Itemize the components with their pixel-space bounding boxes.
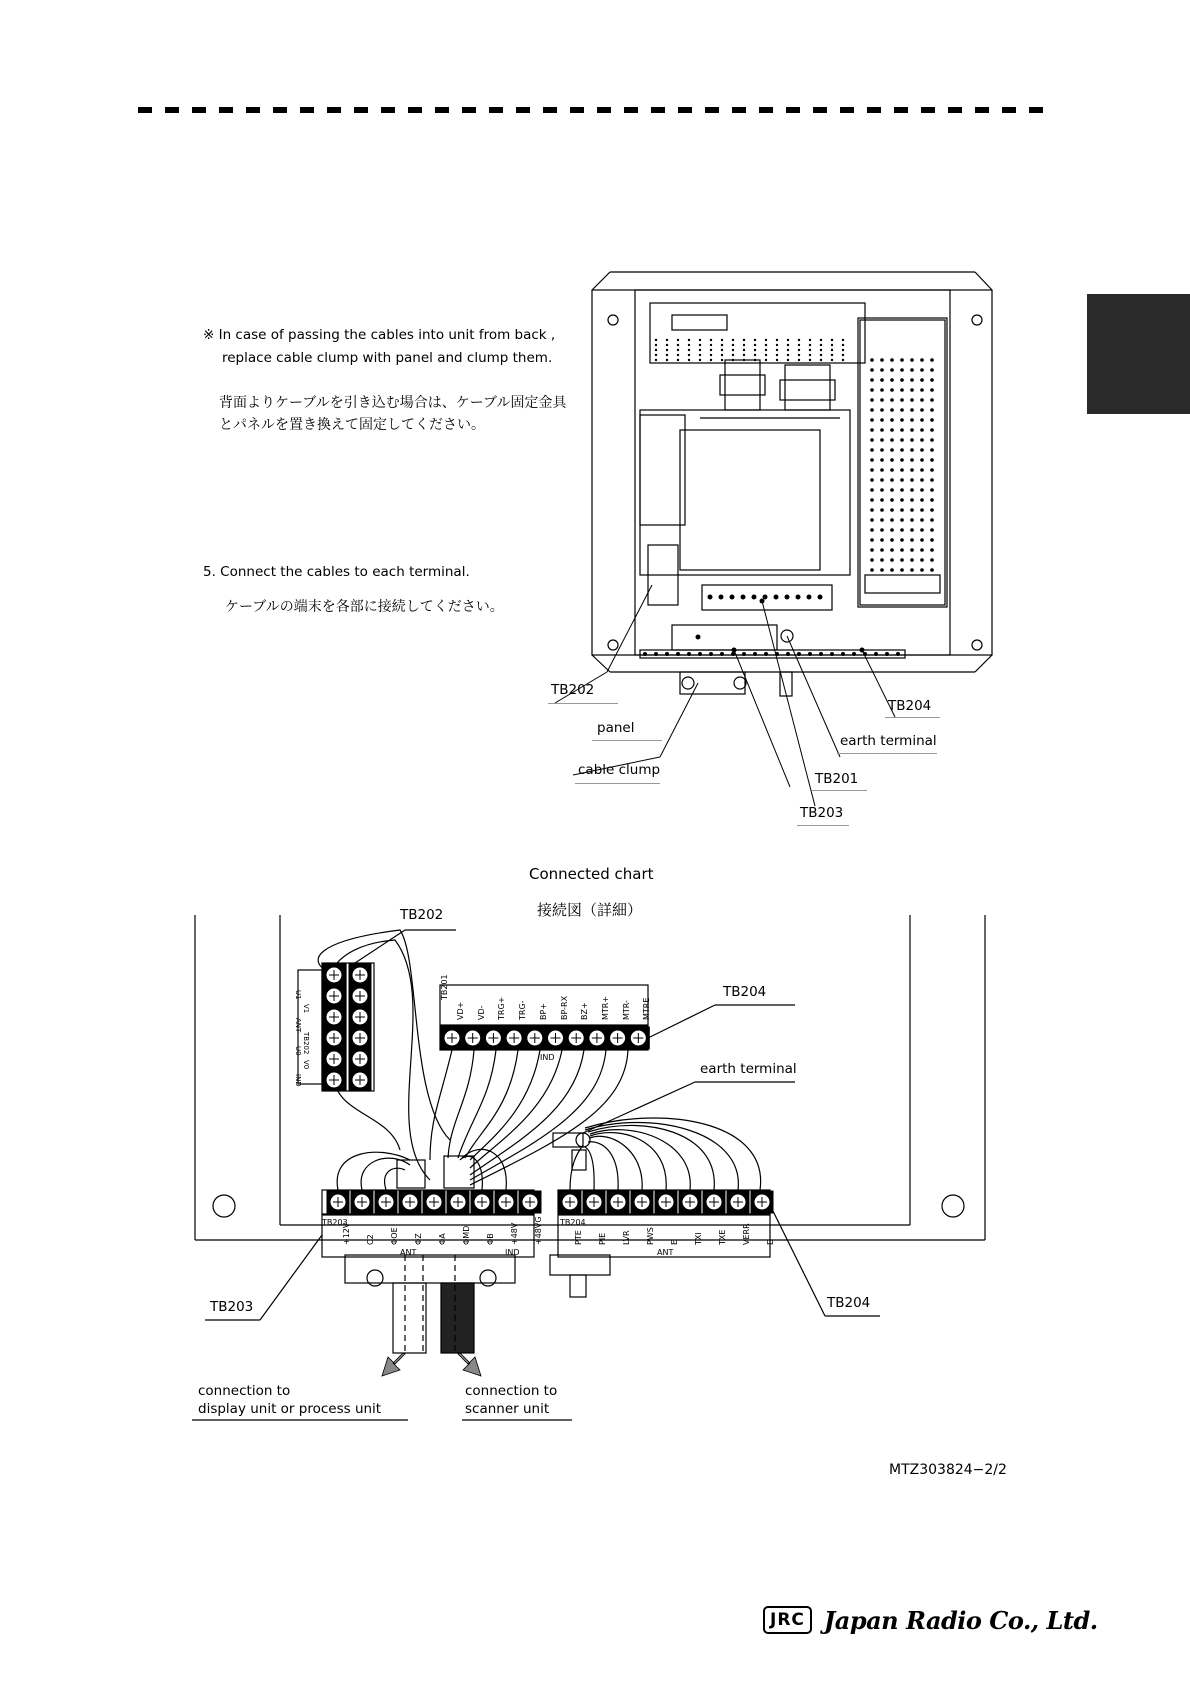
tb202-screw: [349, 985, 371, 1007]
footer-logo: [763, 1605, 1098, 1635]
tb203-terminal-label: +48V: [510, 1222, 519, 1245]
tb204-screw: [631, 1191, 653, 1213]
step5-en: 5. Connect the cables to each terminal.: [203, 564, 470, 580]
note-back-entry-en-1: ※ In case of passing the cables into unit from back ,: [203, 327, 556, 343]
tb201-terminal-label: VD+: [456, 1001, 465, 1020]
label-tb204-top: TB204: [888, 698, 932, 714]
tb201-terminal-label: TRG+: [497, 996, 507, 1020]
tb204-screw: [703, 1191, 725, 1213]
tb201-group-ind: IND: [540, 1053, 555, 1062]
company-name: Japan Radio Co., Ltd.: [823, 1605, 1098, 1635]
tb201-screw: [607, 1027, 629, 1049]
tb204-group-ant: ANT: [657, 1248, 674, 1257]
conn-display-line2: display unit or process unit: [198, 1401, 382, 1417]
note-back-entry-jp-1: 背面よりケーブルを引き込む場合は、ケーブル固定金具: [219, 395, 567, 411]
tb204-screw: [559, 1191, 581, 1213]
tb202-screw: [323, 1006, 345, 1028]
conn-scanner-line1: connection to: [465, 1383, 558, 1399]
tb201-terminal-label: TRG-: [518, 1000, 528, 1020]
tb204-screw: [751, 1191, 773, 1213]
tb201-terminal-label: BP-RX: [559, 995, 569, 1020]
tb203-terminal-label: ΦMD: [462, 1225, 471, 1245]
tb202-screw: [349, 1027, 371, 1049]
tb201-screw: [524, 1027, 546, 1049]
tb201-terminal-label: MTRE: [642, 997, 652, 1020]
label-tb202: TB202: [551, 682, 595, 698]
tb204-screw: [583, 1191, 605, 1213]
tb203-screw: [327, 1191, 349, 1213]
tb202-side-label: U0: [294, 1046, 302, 1056]
tb201-screw: [545, 1027, 567, 1049]
tb202-screw: [323, 1027, 345, 1049]
tb203-terminal-label: +12V: [342, 1222, 351, 1245]
tb203-terminal-label: +48VG: [534, 1216, 543, 1245]
label-tb203-top: TB203: [800, 805, 844, 821]
tb203-screw: [351, 1191, 373, 1213]
tb204-id: TB204: [560, 1218, 586, 1227]
tb203-group-ind: IND: [505, 1248, 520, 1257]
tb204-screw: [655, 1191, 677, 1213]
tb202-screw: [349, 1048, 371, 1070]
tb202-side-label: U1: [294, 990, 302, 1000]
tb204-screw: [607, 1191, 629, 1213]
tb204-terminal-label: E: [766, 1239, 775, 1245]
tb201-screw: [482, 1027, 504, 1049]
note-back-entry-jp-2: とパネルを置き換えて固定してください。: [219, 417, 485, 433]
tb201-terminal-label: BP+: [538, 1002, 548, 1020]
detail-label-tb202: TB202: [400, 907, 444, 923]
tb204-terminal-label: TXI: [694, 1232, 703, 1245]
tb203-id: TB203: [322, 1218, 348, 1227]
step5-jp: ケーブルの端末を各部に接続してください。: [225, 599, 504, 615]
label-tb201: TB201: [815, 771, 859, 787]
tb201-terminal-label: MTR+: [600, 995, 610, 1020]
tb204-terminal-label: LVR: [622, 1230, 631, 1245]
chart-title-en: Connected chart: [529, 865, 654, 883]
label-cable-clump: cable clump: [578, 762, 661, 778]
detail-label-tb204-lower: TB204: [827, 1295, 871, 1311]
label-panel: panel: [597, 720, 635, 736]
tb202-screw: [323, 1069, 345, 1091]
tb202-side-label: V0: [302, 1060, 310, 1070]
tb203-group-ant: ANT: [400, 1248, 417, 1257]
tb203-terminal-label: ΦZ: [414, 1233, 423, 1245]
conn-scanner-line2: scanner unit: [465, 1401, 550, 1417]
tb202-screw: [323, 985, 345, 1007]
tb202-side-label: TB202: [302, 1032, 310, 1055]
tb201-terminal-label: MTR-: [621, 1000, 631, 1020]
detail-label-tb204-upper: TB204: [723, 984, 767, 1000]
tb203-terminal-label: ΦOE: [390, 1227, 399, 1245]
tb203-screw: [519, 1191, 541, 1213]
tb201-screw: [503, 1027, 525, 1049]
tb203-screw: [375, 1191, 397, 1213]
chart-title-jp: 接続図（詳細）: [537, 901, 643, 919]
tb202-side-label: V1: [302, 1004, 310, 1014]
tb203-terminal-label: ΦA: [438, 1233, 447, 1245]
tb202-screw: [323, 1048, 345, 1070]
tb203-terminal-label: C2: [366, 1234, 375, 1245]
tb202-screw: [349, 1006, 371, 1028]
tb203-screw: [447, 1191, 469, 1213]
tb204-terminal-label: PWS: [646, 1227, 655, 1245]
tb204-terminal-label: VERR: [742, 1223, 751, 1245]
tb201-screw: [627, 1027, 649, 1049]
tb201-terminal-label: BZ+: [580, 1002, 590, 1020]
jrc-badge: JRC: [763, 1606, 812, 1634]
tb202-screw: [349, 1069, 371, 1091]
tb203-screw: [471, 1191, 493, 1213]
tb201-screw: [462, 1027, 484, 1049]
tb201-screw: [565, 1027, 587, 1049]
tb203-terminal-label: ΦB: [486, 1233, 495, 1245]
tb204-terminal-label: E: [670, 1239, 679, 1245]
note-back-entry-en-2: replace cable clump with panel and clump them.: [222, 350, 553, 366]
tb204-terminal-label: PIE: [598, 1232, 607, 1245]
tb204-terminal-label: PTE: [574, 1230, 583, 1245]
tb201-screw: [441, 1027, 463, 1049]
detail-label-tb203: TB203: [210, 1299, 254, 1315]
tb202-screw: [323, 964, 345, 986]
tb204-terminal-label: TXE: [718, 1229, 727, 1245]
tb204-screw: [727, 1191, 749, 1213]
conn-display-line1: connection to: [198, 1383, 291, 1399]
tb201-terminal-label: VD-: [476, 1005, 486, 1020]
tb203-screw: [423, 1191, 445, 1213]
tb203-screw: [495, 1191, 517, 1213]
detail-label-earth-terminal: earth terminal: [700, 1061, 797, 1077]
tb203-screw: [399, 1191, 421, 1213]
tb201-id: TB201: [440, 974, 449, 1000]
label-earth-terminal-top: earth terminal: [840, 733, 937, 749]
tb202-side-label: ANT: [294, 1018, 302, 1033]
tb202-side-label: IND: [294, 1074, 302, 1087]
doc-number: MTZ303824−2/2: [889, 1462, 1007, 1478]
tb202-screw: [349, 964, 371, 986]
tb201-screw: [586, 1027, 608, 1049]
tb204-screw: [679, 1191, 701, 1213]
